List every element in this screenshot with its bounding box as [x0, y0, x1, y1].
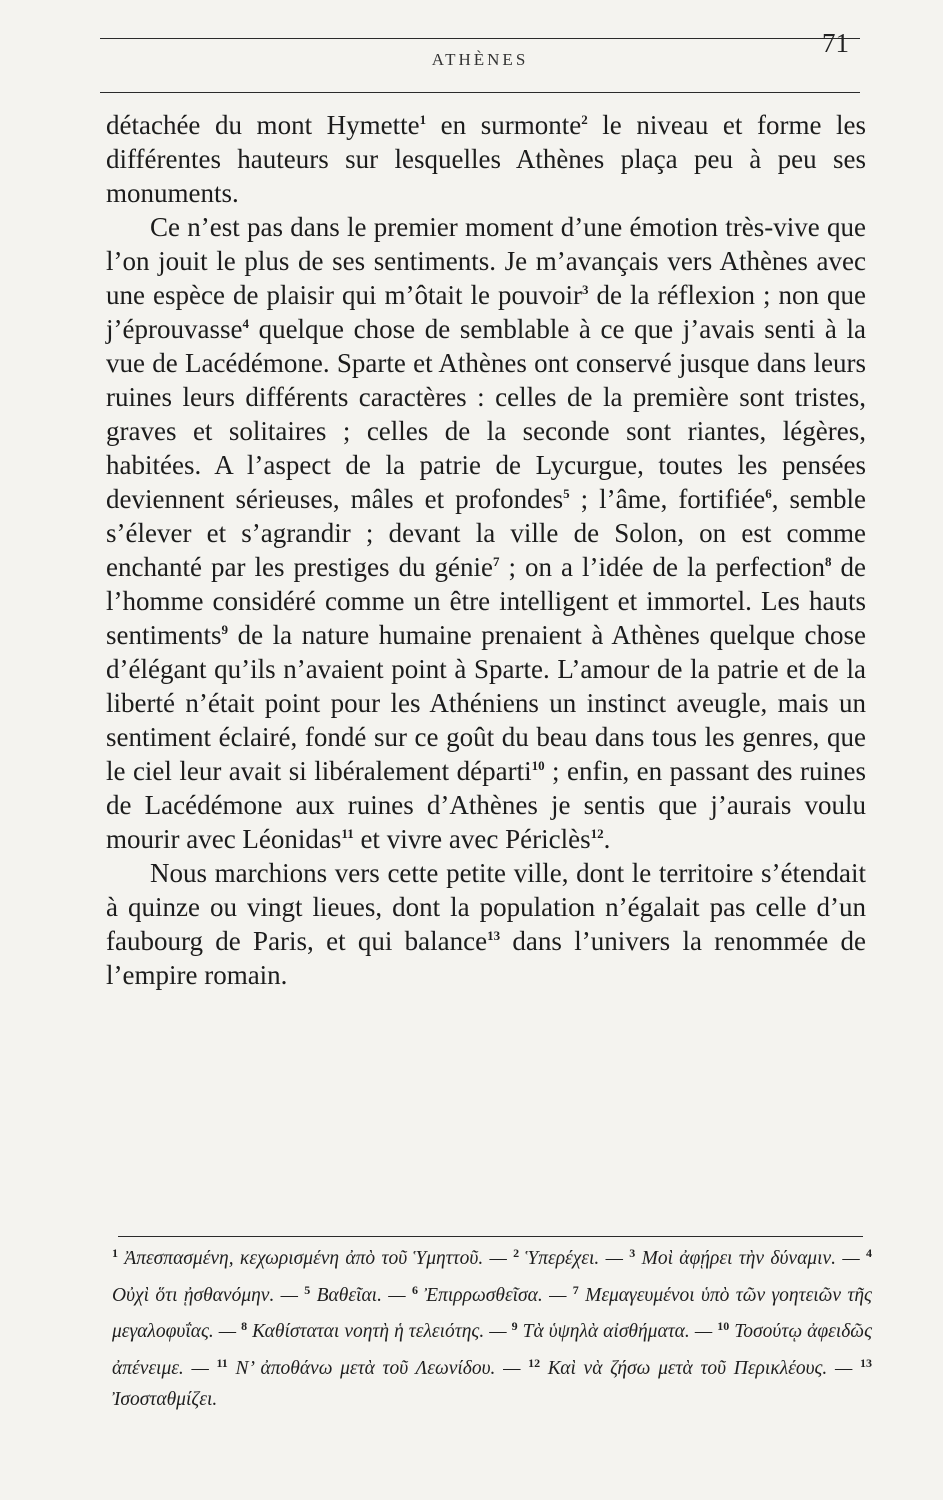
footnote-text: Ἀπεσπασμένη, κεχωρισμένη ἀπὸ τοῦ Ὑμηττοῦ. —: [118, 1248, 514, 1269]
footnote-text: Τὰ ὑψηλὰ αἰσθήματα. —: [517, 1321, 718, 1342]
footnote-marker: 4: [242, 316, 249, 331]
text-run: détachée du mont Hymette: [106, 110, 420, 140]
footnote-text: Τοσούτῳ ἀφειδῶς ἀπένειμε. —: [112, 1321, 872, 1379]
footnote-text: Καθίσταται νοητὴ ἡ τελειότης. —: [247, 1321, 512, 1342]
footnote-text: Μεμαγευμένοι ὑπὸ τῶν γοητειῶν τῆς μεγαλοφυΐας. —: [112, 1284, 872, 1342]
text-run: le niveau et forme les différentes hauteurs sur lesquelles Athènes plaça peu à peu ses monuments.: [106, 110, 866, 208]
footnote-marker: 6: [765, 486, 772, 501]
body-text: [106, 108, 866, 992]
footnote-marker: 1: [419, 112, 427, 127]
footnote-number: 9: [511, 1319, 518, 1333]
text-run: ; l’âme, fortifiée: [569, 484, 766, 514]
text-run: ; on a l’idée de la perfection: [499, 552, 825, 582]
page-number: 71: [822, 28, 849, 58]
footnote-text: Ν’ ἀποθάνω μετὰ τοῦ Λεωνίδου. —: [227, 1357, 529, 1379]
footnote-text: Ὑπερέχει. —: [519, 1248, 630, 1269]
footnote-marker: 8: [824, 554, 832, 569]
footnote-marker: 10: [531, 758, 545, 773]
paragraph: [106, 856, 866, 992]
top-rule: [100, 38, 860, 39]
footnote-text: Οὐχὶ ὅτι ᾐσθανόμην. —: [112, 1284, 305, 1306]
footnote-marker: 12: [590, 826, 604, 841]
text-run: de la réflexion ; non que j’éprouvasse: [106, 280, 866, 344]
footnote-number: 10: [717, 1319, 730, 1333]
footnote-marker: 9: [221, 622, 228, 637]
paragraph: [106, 108, 866, 210]
footnote-text: Ἐπιρρωσθεῖσα. —: [417, 1284, 573, 1306]
footnote-marker: 13: [487, 928, 501, 943]
text-run: de l’homme considéré comme un être intelligent et immortel. Les hauts sentiments: [106, 552, 866, 650]
text-run: de la nature humaine prenaient à Athènes quelque chose d’élégant qu’ils n’avaient point à Sparte. L’amour de la patrie et de la liberté n’était point pour les Athéniens un instinct aveugle, mais un sentiment éclairé, fondé sur ce goût du beau dans tous les genres, que le ciel leur avait si libéralement départi: [106, 620, 866, 786]
footnote-number: 13: [859, 1355, 872, 1370]
text-run: , semble s’élever et s’agrandir ; devant la ville de Solon, on est comme enchanté par les prestiges du génie: [106, 484, 866, 582]
footnote-marker: 3: [581, 282, 589, 297]
footnote-number: 2: [513, 1246, 520, 1260]
footnote-number: 12: [528, 1355, 541, 1370]
footnote-number: 8: [241, 1319, 248, 1333]
footnote-marker: 5: [563, 486, 570, 501]
footnote-number: 3: [629, 1246, 636, 1260]
paragraph: [106, 210, 866, 856]
footnote-number: 5: [304, 1282, 311, 1297]
text-run: dans l’univers la renommée de l’empire romain.: [106, 926, 866, 990]
footnote-text: Βαθεῖαι. —: [310, 1284, 412, 1306]
footnotes: [112, 1238, 872, 1416]
footnote-rule: [118, 1236, 863, 1237]
text-run: Nous marchions vers cette petite ville, dont le territoire s’étendait à quinze ou vingt lieues, dont la population n’égalait pas celle d’un faubourg de Paris, et qui balance: [106, 858, 866, 956]
footnote-number: 11: [216, 1355, 228, 1370]
footnote-marker: 2: [581, 112, 588, 127]
footnote-text: Ἰσοσταθμίζει.: [112, 1389, 218, 1410]
running-title: ATHÈNES: [431, 50, 529, 69]
footnote-marker: 11: [341, 826, 354, 841]
footnote-text: Μοὶ ἀφῄρει τὴν δύναμιν. —: [635, 1248, 867, 1269]
footnote-text: Καὶ νὰ ζήσω μετὰ τοῦ Περικλέους. —: [540, 1357, 860, 1379]
text-run: en surmonte: [426, 110, 582, 140]
text-run: ; enfin, en passant des ruines de Lacédémone aux ruines d’Athènes je sentis que j’aurais voulu mourir avec Léonidas: [106, 756, 867, 854]
footnote-number: 6: [411, 1282, 418, 1297]
footnote-number: 1: [112, 1246, 118, 1260]
text-run: et vivre avec Périclès: [353, 824, 591, 854]
footnote-number: 7: [572, 1282, 579, 1297]
header-rule: [100, 92, 860, 93]
text-run: Ce n’est pas dans le premier moment d’une émotion très-vive que l’on jouit le plus de ses sentiments. Je m’avançais vers Athènes avec une espèce de plaisir qui m’ôtait le pouvoir: [106, 212, 866, 310]
text-run: .: [603, 824, 611, 854]
footnote-number: 4: [866, 1246, 873, 1260]
text-run: quelque chose de semblable à ce que j’avais senti à la vue de Lacédémone. Sparte et Athènes ont conservé jusque dans leurs ruines leurs différents caractères : celles de la première sont tristes, graves et solitaires ; celles de la seconde sont riantes, légères, habitées. A l’aspect de la patrie de Lycurgue, toutes les pensées deviennent sérieuses, mâles et profondes: [106, 314, 866, 514]
footnote-marker: 7: [492, 554, 500, 569]
